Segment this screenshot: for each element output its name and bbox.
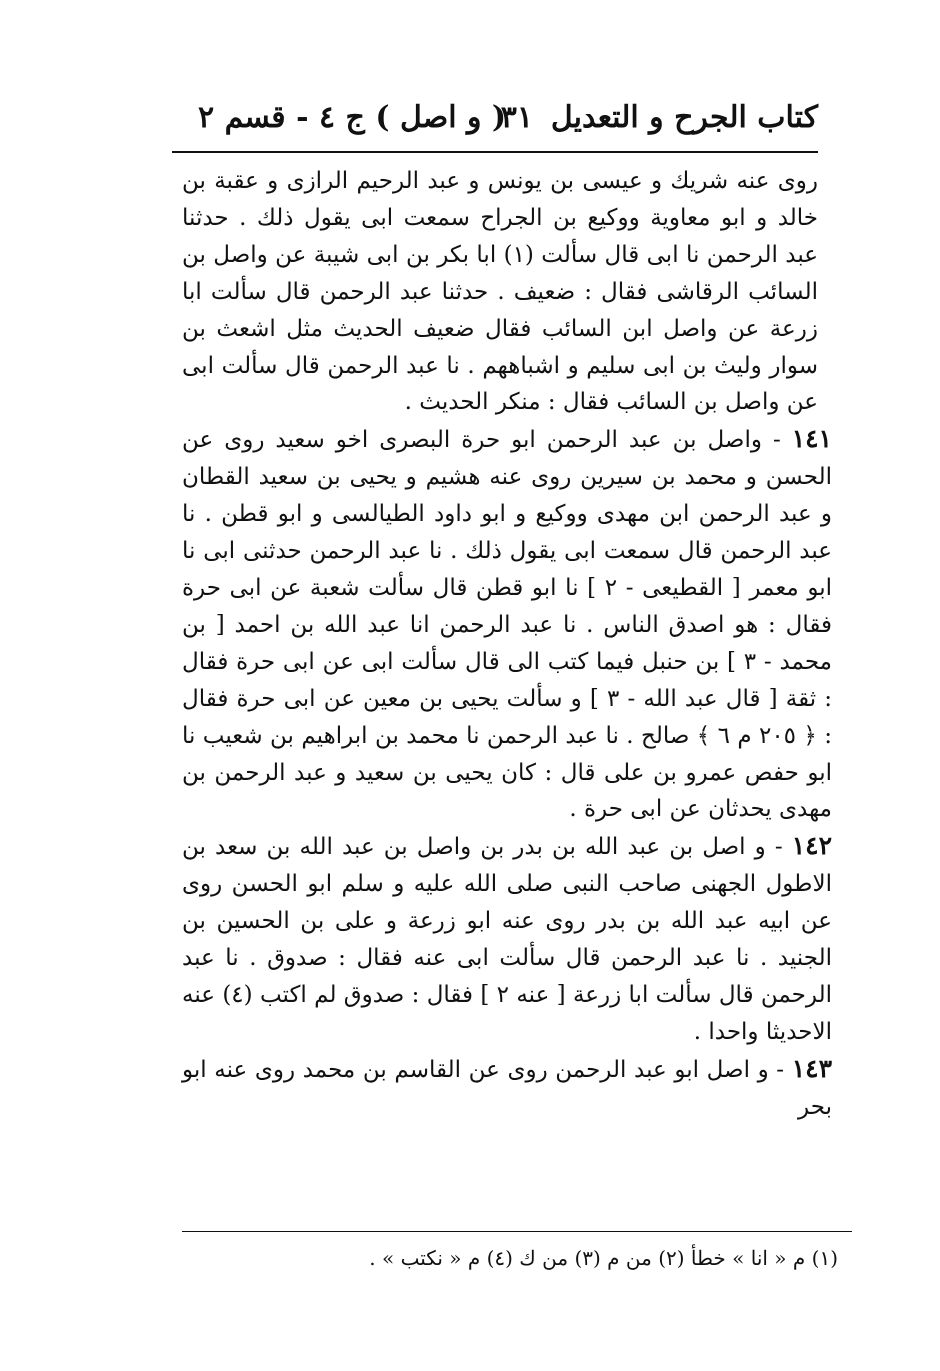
- footnotes: (١) م « انا » خطأ (٢) من م (٣) من ك (٤) م « نكتب » .: [369, 1246, 838, 1270]
- entry-141: [182, 421, 832, 828]
- paragraph-text: - واصل بن عبد الرحمن ابو حرة البصرى اخو سعيد روى عن الحسن و محمد بن سيرين روى عنه هشيم و يحيى بن سعيد القطان و عبد الرحمن ابن مهدى ووكيع و ابو داود الطيالسى و ابو قطن . نا عبد الرحمن قال سمعت ابى يقول ذلك . نا عبد الرحمن حدثنى ابى نا ابو معمر [ القطيعى - ٢ ] نا ابو قطن قال سألت شعبة عن ابى حرة فقال : هو اصدق الناس . نا عبد الرحمن انا عبد الله بن احمد [ بن محمد - ٣ ] بن حنبل فيما كتب الى قال سألت ابى عن ابى حرة فقال : ثقة [ قال عبد الله - ٣ ] و سألت يحيى بن معين عن ابى حرة فقال : ﴿ ٢٠٥ م ٦ ﴾ صالح . نا عبد الرحمن نا محمد بن ابراهيم بن شعيب نا ابو حفص عمرو بن على قال : كان يحيى بن سعيد و عبد الرحمن بن مهدى يحدثان عن ابى حرة .: [182, 427, 833, 823]
- footnote-rule: [182, 1231, 852, 1232]
- page-number: ٣١: [500, 100, 533, 135]
- book-title: كتاب الجرح و التعديل: [550, 100, 818, 135]
- header-rule: [172, 151, 818, 153]
- entry-number: ١٤٣: [791, 1053, 833, 1083]
- page-header: [170, 100, 818, 146]
- entry-142: [182, 828, 832, 1050]
- paragraph-text: - و اصل بن عبد الله بن بدر بن واصل بن عبد الله بن سعد بن الاطول الجهنى صاحب النبى صلى الله عليه و سلم ابو الحسن روى عن ابيه عبد الله بن بدر روى عنه ابو زرعة و على بن الحسين بن الجنيد . نا عبد الرحمن قال سألت ابى عنه فقال : صدوق . نا عبد الرحمن قال سألت ابا زرعة [ عنه ٢ ] فقال : صدوق لم اكتب (٤) عنه الاحديثا واحدا .: [182, 834, 832, 1045]
- main-text: [182, 163, 833, 1126]
- entry-number: ١٤١: [791, 424, 832, 454]
- entry-143: [182, 1051, 832, 1126]
- paragraph-text: روى عنه شريك و عيسى بن يونس و عبد الرحيم الرازى و عقبة بن خالد و ابو معاوية ووكيع بن الجراح سمعت ابى يقول ذلك . حدثنا عبد الرحمن نا ابى قال سألت (١) ابا بكر بن ابى شيبة عن واصل بن السائب الرقاشى فقال : ضعيف . حدثنا عبد الرحمن قال سألت ابا زرعة عن واصل ابن السائب فقال ضعيف الحديث مثل اشعث بن سوار وليث بن ابى سليم و اشباههم . نا عبد الرحمن قال سألت ابى عن واصل بن السائب فقال : منكر الحديث .: [182, 168, 818, 416]
- paragraph-text: - و اصل ابو عبد الرحمن روى عن القاسم بن محمد روى عنه ابو بحر: [182, 1056, 832, 1120]
- entry-number: ١٤٢: [791, 831, 833, 861]
- volume-label: ( و اصل ) ج ٤ - قسم ٢: [198, 100, 507, 135]
- paragraph-continuation: [182, 163, 818, 421]
